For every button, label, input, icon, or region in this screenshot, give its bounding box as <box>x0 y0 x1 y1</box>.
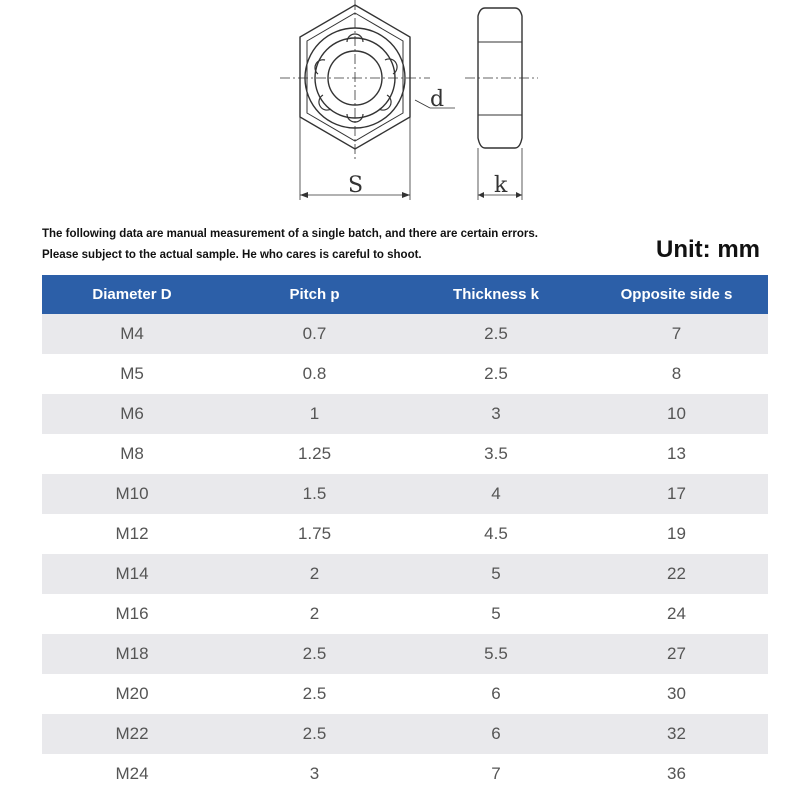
cell-diameter: M18 <box>42 634 222 674</box>
unit-label: Unit: mm <box>656 236 760 263</box>
cell-pitch: 1.25 <box>297 444 332 463</box>
table-row <box>42 474 768 514</box>
cell-diameter: M8 <box>120 444 144 463</box>
cell-thickness: 6 <box>491 684 501 703</box>
table-row <box>42 554 768 594</box>
cell-pitch: 2.5 <box>222 714 407 754</box>
table-row <box>42 434 768 474</box>
nut-side-view <box>465 8 538 200</box>
cell-opposite-side: 19 <box>667 524 686 543</box>
note-line-2: Please subject to the actual sample. He who cares is careful to shoot. <box>42 249 422 261</box>
cell-opposite-side: 27 <box>585 634 768 674</box>
cell-opposite-side: 32 <box>585 714 768 754</box>
cell-pitch: 2.5 <box>302 684 327 703</box>
table-row <box>42 514 768 554</box>
cell-pitch: 2 <box>222 554 407 594</box>
cell-thickness: 6 <box>407 714 585 754</box>
cell-thickness: 2.5 <box>407 314 585 354</box>
cell-pitch: 1.75 <box>297 524 332 543</box>
cell-thickness: 5.5 <box>407 634 585 674</box>
table-row <box>42 674 768 714</box>
cell-opposite-side: 13 <box>667 444 686 463</box>
cell-diameter: M20 <box>115 684 149 703</box>
cell-diameter: M6 <box>42 394 222 434</box>
table-row <box>42 314 768 354</box>
header-thickness: Thickness k <box>407 275 585 314</box>
cell-thickness: 3 <box>407 394 585 434</box>
cell-thickness: 5 <box>407 554 585 594</box>
table-row <box>42 354 768 394</box>
label-s: S <box>348 173 364 198</box>
cell-thickness: 4.5 <box>484 524 508 543</box>
cell-opposite-side: 10 <box>585 394 768 434</box>
cell-pitch: 2 <box>309 604 320 623</box>
spec-table <box>42 275 768 794</box>
nut-front-view <box>280 0 455 200</box>
cell-diameter: M4 <box>42 314 222 354</box>
cell-thickness: 5 <box>491 604 501 623</box>
header-opposite-side: Opposite side s <box>585 275 768 314</box>
label-k: k <box>494 173 508 198</box>
cell-pitch: 0.8 <box>302 364 327 383</box>
cell-pitch: 2.5 <box>222 634 407 674</box>
table-row <box>42 394 768 434</box>
cell-diameter: M12 <box>115 524 149 543</box>
cell-diameter: M14 <box>42 554 222 594</box>
cell-thickness: 2.5 <box>484 364 508 383</box>
cell-diameter: M10 <box>42 474 222 514</box>
cell-opposite-side: 8 <box>671 364 682 383</box>
cell-pitch: 1 <box>222 394 407 434</box>
cell-diameter: M22 <box>42 714 222 754</box>
table-row <box>42 634 768 674</box>
cell-thickness: 4 <box>407 474 585 514</box>
table-row <box>42 594 768 634</box>
note-line-1: The following data are manual measurement of a single batch, and there are certain errors. <box>42 228 538 240</box>
table-row <box>42 714 768 754</box>
cell-pitch: 1.5 <box>222 474 407 514</box>
table-row <box>42 754 768 794</box>
table-header-row <box>42 275 768 314</box>
cell-opposite-side: 17 <box>585 474 768 514</box>
cell-thickness: 7 <box>491 764 501 783</box>
cell-thickness: 3.5 <box>484 444 508 463</box>
cell-diameter: M5 <box>120 364 144 383</box>
cell-opposite-side: 30 <box>667 684 686 703</box>
cell-diameter: M24 <box>115 764 149 783</box>
nut-technical-drawing <box>280 0 560 210</box>
header-diameter: Diameter D <box>42 275 222 314</box>
header-pitch: Pitch p <box>222 275 407 314</box>
cell-pitch: 0.7 <box>222 314 407 354</box>
cell-opposite-side: 22 <box>585 554 768 594</box>
measurement-notes <box>42 224 642 266</box>
cell-diameter: M16 <box>115 604 149 623</box>
cell-opposite-side: 7 <box>585 314 768 354</box>
label-d: d <box>430 87 445 112</box>
cell-pitch: 3 <box>309 764 320 783</box>
cell-opposite-side: 24 <box>667 604 686 623</box>
cell-opposite-side: 36 <box>667 764 686 783</box>
